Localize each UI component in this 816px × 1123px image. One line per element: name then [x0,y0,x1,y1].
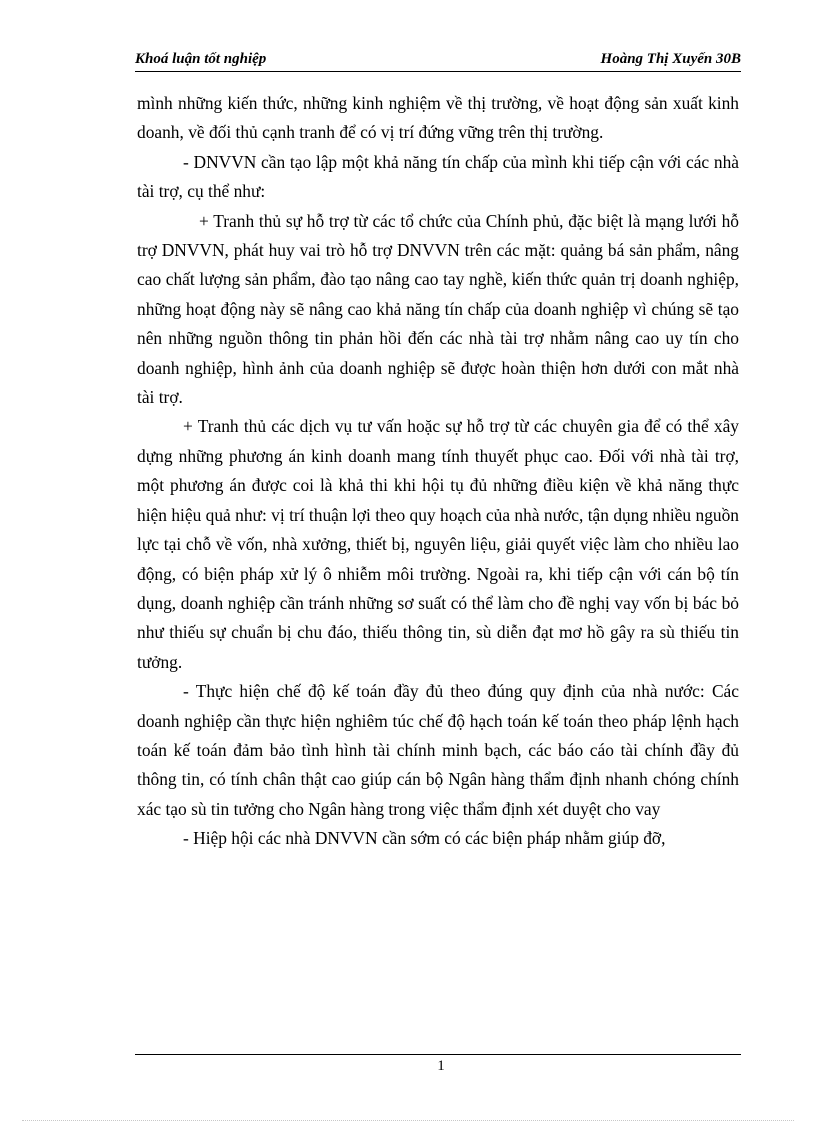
paragraph-consulting-services: + Tranh thủ các dịch vụ tư vấn hoặc sự hỗ trợ từ các chuyên gia để có thể xây dựng những phương án kinh doanh mang tính thuyết phục cao. Đối với nhà tài trợ, một phương án được coi là khả thi khi hội tụ đủ những điều kiện về khả năng thực hiện hiệu quả như: vị trí thuận lợi theo quy hoạch của nhà nước, tận dụng nhiều nguồn lực tại chỗ về vốn, nhà xưởng, thiết bị, nguyên liệu, giải quyết việc làm cho nhiều lao động, có biện pháp xử lý ô nhiễm môi trường. Ngoài ra, khi tiếp cận với cán bộ tín dụng, doanh nghiệp cần tránh những sơ suất có thể làm cho đề nghị vay vốn bị bác bỏ như thiếu sự chuẩn bị chu đáo, thiếu thông tin, sù diễn đạt mơ hồ gây ra sù thiếu tin tưởng. [137,416,739,672]
paragraph-government-support: + Tranh thủ sự hỗ trợ từ các tổ chức của Chính phủ, đặc biệt là mạng lưới hỗ trợ DNVVN, phát huy vai trò hỗ trợ DNVVN trên các mặt: quảng bá sản phẩm, nâng cao chất lượng sản phẩm, đào tạo nâng cao tay nghề, kiến thức quản trị doanh nghiệp, những hoạt động này sẽ nâng cao khả năng tín chấp của doanh nghiệp vì chúng sẽ tạo nên những nguồn thông tin phản hồi đến các nhà tài trợ nhằm nâng cao uy tín cho doanh nghiệp, hình ảnh của doanh nghiệp sẽ được hoàn thiện hơn dưới con mắt nhà tài trợ. [137,210,739,408]
header-author: Hoàng Thị Xuyến 30B [600,51,741,67]
document-body [137,89,739,854]
footer-divider [135,1054,741,1055]
page-bottom-border [22,1120,794,1121]
paragraph-accounting-regime: - Thực hiện chế độ kế toán đầy đủ theo đúng quy định của nhà nước: Các doanh nghiệp cần thực hiện nghiêm túc chế độ hạch toán kế toán theo pháp lệnh hạch toán kế toán đảm bảo tình hình tài chính minh bạch, các báo cáo tài chính đầy đủ thông tin, có tính chân thật cao giúp cán bộ Ngân hàng thẩm định nhanh chóng chính xác tạo sù tin tưởng cho Ngân hàng trong việc thẩm định xét duyệt cho vay [137,681,739,819]
paragraph-association: - Hiệp hội các nhà DNVVN cần sớm có các biện pháp nhằm giúp đỡ, [183,828,666,849]
page-number: 1 [437,1058,445,1074]
page-header [135,49,741,72]
header-thesis-title: Khoá luận tốt nghiệp [135,51,267,67]
paragraph-continuation: mình những kiến thức, những kinh nghiệm về thị trường, về hoạt động sản xuất kinh doanh, về đối thủ cạnh tranh để có vị trí đứng vững trên thị trường. [137,93,739,143]
paragraph-credit-capacity: - DNVVN cần tạo lập một khả năng tín chấp của mình khi tiếp cận với các nhà tài trợ, cụ thể như: [137,151,739,202]
